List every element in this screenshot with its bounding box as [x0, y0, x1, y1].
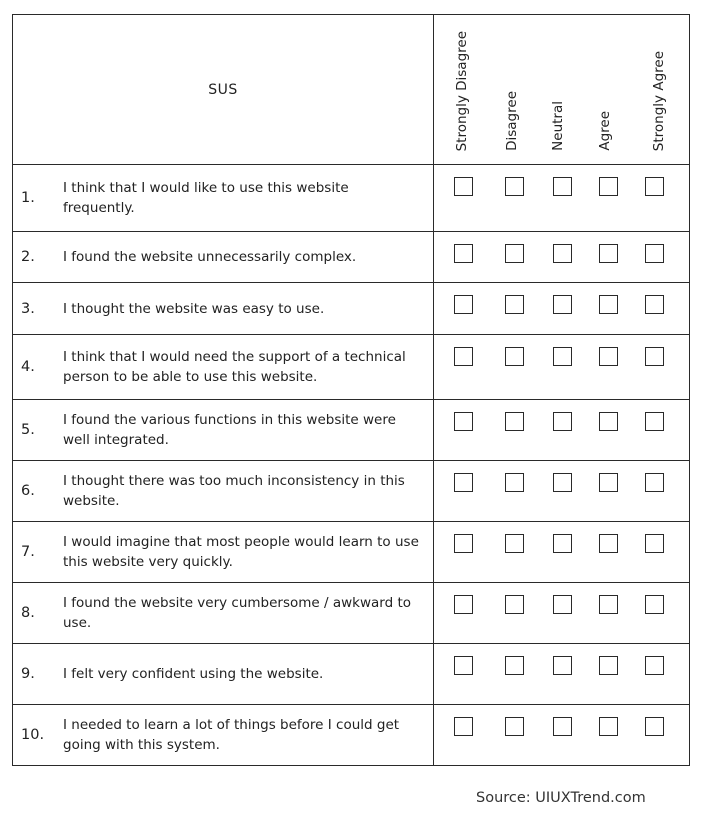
- checkbox-disagree[interactable]: [505, 595, 524, 614]
- checkbox-neutral[interactable]: [553, 347, 572, 366]
- checkbox-strongly-agree[interactable]: [645, 244, 664, 263]
- question-number: 1.: [21, 190, 35, 206]
- question-row-2: [13, 232, 690, 283]
- question-cell: [13, 644, 434, 705]
- question-row-3: [13, 283, 690, 335]
- question-number: 9.: [21, 666, 35, 682]
- question-number: 4.: [21, 359, 35, 375]
- checkbox-disagree[interactable]: [505, 412, 524, 431]
- checkbox-strongly-agree[interactable]: [645, 534, 664, 553]
- question-number: 5.: [21, 422, 35, 438]
- checkbox-neutral[interactable]: [553, 717, 572, 736]
- question-row-6: [13, 461, 690, 522]
- checkbox-strongly-agree[interactable]: [645, 595, 664, 614]
- scale-label-disagree: Disagree: [504, 91, 520, 151]
- question-row-10: [13, 705, 690, 766]
- checkbox-neutral[interactable]: [553, 244, 572, 263]
- answer-options: [434, 283, 690, 335]
- answer-options: [434, 644, 690, 705]
- checkbox-agree[interactable]: [599, 656, 618, 675]
- answer-options: [434, 705, 690, 766]
- checkbox-strongly-agree[interactable]: [645, 717, 664, 736]
- answer-options: [434, 461, 690, 522]
- checkbox-agree[interactable]: [599, 595, 618, 614]
- checkbox-agree[interactable]: [599, 717, 618, 736]
- question-row-9: [13, 644, 690, 705]
- question-cell: [13, 583, 434, 644]
- checkbox-agree[interactable]: [599, 244, 618, 263]
- checkbox-agree[interactable]: [599, 295, 618, 314]
- checkbox-strongly-agree[interactable]: [645, 295, 664, 314]
- checkbox-disagree[interactable]: [505, 347, 524, 366]
- checkbox-agree[interactable]: [599, 347, 618, 366]
- checkbox-neutral[interactable]: [553, 295, 572, 314]
- question-number: 8.: [21, 605, 35, 621]
- question-text: I thought there was too much inconsistency in this website.: [63, 473, 405, 509]
- answer-options: [434, 400, 690, 461]
- checkbox-strongly-disagree[interactable]: [454, 656, 473, 675]
- checkbox-disagree[interactable]: [505, 244, 524, 263]
- scale-label-strongly-disagree: Strongly Disagree: [454, 30, 470, 151]
- table-title: SUS: [13, 15, 434, 165]
- checkbox-strongly-disagree[interactable]: [454, 717, 473, 736]
- answer-options: [434, 583, 690, 644]
- checkbox-strongly-disagree[interactable]: [454, 473, 473, 492]
- question-cell: [13, 335, 434, 400]
- question-text: I found the website unnecessarily complex.: [63, 249, 357, 265]
- question-row-8: [13, 583, 690, 644]
- scale-label-neutral: Neutral: [550, 101, 566, 151]
- question-text: I think that I would like to use this website frequently.: [63, 180, 349, 216]
- question-number: 6.: [21, 483, 35, 499]
- checkbox-agree[interactable]: [599, 177, 618, 196]
- checkbox-neutral[interactable]: [553, 177, 572, 196]
- checkbox-strongly-agree[interactable]: [645, 177, 664, 196]
- checkbox-strongly-disagree[interactable]: [454, 595, 473, 614]
- question-number: 2.: [21, 249, 35, 265]
- question-text: I think that I would need the support of a technical person to be able to use this website.: [63, 349, 406, 385]
- checkbox-neutral[interactable]: [553, 473, 572, 492]
- question-cell: [13, 461, 434, 522]
- question-text: I felt very confident using the website.: [63, 666, 324, 682]
- checkbox-strongly-agree[interactable]: [645, 347, 664, 366]
- checkbox-strongly-disagree[interactable]: [454, 347, 473, 366]
- answer-options: [434, 232, 690, 283]
- question-row-5: [13, 400, 690, 461]
- question-number: 10.: [21, 727, 45, 743]
- question-number: 7.: [21, 544, 35, 560]
- checkbox-strongly-agree[interactable]: [645, 473, 664, 492]
- scale-label-agree: Agree: [597, 111, 613, 151]
- scale-label-strongly-agree: Strongly Agree: [651, 50, 667, 151]
- checkbox-disagree[interactable]: [505, 656, 524, 675]
- answer-options: [434, 522, 690, 583]
- checkbox-disagree[interactable]: [505, 473, 524, 492]
- scale-header: [434, 15, 690, 165]
- question-row-1: [13, 165, 690, 232]
- checkbox-strongly-agree[interactable]: [645, 412, 664, 431]
- checkbox-disagree[interactable]: [505, 717, 524, 736]
- question-text: I would imagine that most people would learn to use this website very quickly.: [63, 534, 419, 570]
- question-cell: [13, 522, 434, 583]
- checkbox-strongly-disagree[interactable]: [454, 295, 473, 314]
- question-row-7: [13, 522, 690, 583]
- checkbox-neutral[interactable]: [553, 534, 572, 553]
- question-cell: [13, 283, 434, 335]
- checkbox-disagree[interactable]: [505, 177, 524, 196]
- question-text: I thought the website was easy to use.: [63, 300, 325, 317]
- question-cell: [13, 400, 434, 461]
- checkbox-strongly-disagree[interactable]: [454, 412, 473, 431]
- sus-questionnaire-table: [12, 14, 690, 766]
- checkbox-agree[interactable]: [599, 412, 618, 431]
- answer-options: [434, 335, 690, 400]
- checkbox-disagree[interactable]: [505, 295, 524, 314]
- checkbox-strongly-disagree[interactable]: [454, 177, 473, 196]
- checkbox-neutral[interactable]: [553, 595, 572, 614]
- question-row-4: [13, 335, 690, 400]
- checkbox-disagree[interactable]: [505, 534, 524, 553]
- checkbox-strongly-disagree[interactable]: [454, 244, 473, 263]
- question-text: I needed to learn a lot of things before I could get going with this system.: [63, 717, 400, 753]
- header-row: [13, 15, 690, 165]
- question-cell: [13, 705, 434, 766]
- checkbox-strongly-agree[interactable]: [645, 656, 664, 675]
- question-text: I found the website very cumbersome / awkward to use.: [63, 595, 412, 631]
- checkbox-neutral[interactable]: [553, 656, 572, 675]
- checkbox-strongly-disagree[interactable]: [454, 534, 473, 553]
- question-text: I found the various functions in this website were well integrated.: [63, 412, 396, 448]
- question-number: 3.: [21, 300, 35, 317]
- checkbox-agree[interactable]: [599, 534, 618, 553]
- checkbox-neutral[interactable]: [553, 412, 572, 431]
- question-cell: [13, 232, 434, 283]
- question-cell: [13, 165, 434, 232]
- source-credit: Source: UIUXTrend.com: [476, 790, 646, 806]
- checkbox-agree[interactable]: [599, 473, 618, 492]
- answer-options: [434, 165, 690, 232]
